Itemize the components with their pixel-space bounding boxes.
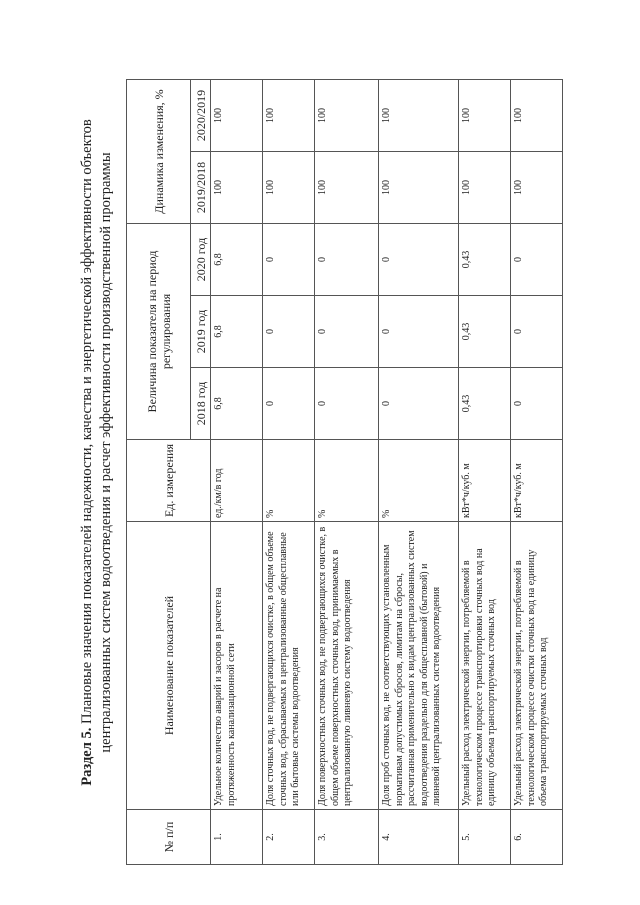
unit-cell: ед./км/в год <box>211 440 263 522</box>
header-2019-2018: 2019/2018 <box>191 152 211 224</box>
value-2018: 0 <box>379 368 459 440</box>
value-2020: 0 <box>263 224 315 296</box>
value-2019: 0 <box>263 296 315 368</box>
value-2020: 0 <box>315 224 379 296</box>
value-2019: 0 <box>511 296 563 368</box>
indicators-table <box>126 79 563 865</box>
indicator-name: Доля поверхностных сточных вод, не подвергающихся очистке, в общем объеме поверхностных сточных вод, принимаемых в централизованную ливневую систему водоотведения <box>315 522 379 810</box>
header-2020: 2020 год <box>191 224 211 296</box>
header-dynamics: Динамика изменения, % <box>127 80 191 224</box>
value-2019: 0 <box>379 296 459 368</box>
header-2020-2019: 2020/2019 <box>191 80 211 152</box>
table-row <box>511 80 563 865</box>
header-name: Наименование показателей <box>127 522 211 810</box>
value-2018: 0,43 <box>459 368 511 440</box>
dynamics-2020-2019: 100 <box>315 80 379 152</box>
section-number: Раздел 5. <box>79 727 95 786</box>
row-number: 6. <box>511 810 563 865</box>
table-row <box>459 80 511 865</box>
unit-cell: кВт*ч/куб. м <box>459 440 511 522</box>
dynamics-2019-2018: 100 <box>263 152 315 224</box>
unit-cell: кВт*ч/куб. м <box>511 440 563 522</box>
dynamics-2019-2018: 100 <box>511 152 563 224</box>
dynamics-2020-2019: 100 <box>511 80 563 152</box>
value-2020: 0,43 <box>459 224 511 296</box>
row-number: 4. <box>379 810 459 865</box>
value-2019: 0 <box>315 296 379 368</box>
unit-cell: % <box>263 440 315 522</box>
dynamics-2020-2019: 100 <box>459 80 511 152</box>
value-2018: 0 <box>511 368 563 440</box>
value-2020: 0 <box>511 224 563 296</box>
table-row <box>211 80 263 865</box>
value-2018: 0 <box>315 368 379 440</box>
indicator-name: Удельный расход электрической энергии, потребляемой в технологическом процессе транспортировки сточных вод на единицу объема транспортируемых сточных вод <box>459 522 511 810</box>
value-2020: 6,8 <box>211 224 263 296</box>
dynamics-2019-2018: 100 <box>315 152 379 224</box>
table-row <box>263 80 315 865</box>
dynamics-2019-2018: 100 <box>211 152 263 224</box>
indicator-name: Доля сточных вод, не подвергающихся очистке, в общем объеме сточных вод, сбрасываемых в централизованные общесплавные или бытовые системы водоотведения <box>263 522 315 810</box>
dynamics-2019-2018: 100 <box>459 152 511 224</box>
indicator-name: Удельное количество аварий и засоров в расчете на протяженность канализационной сети <box>211 522 263 810</box>
dynamics-2020-2019: 100 <box>211 80 263 152</box>
value-2019: 6,8 <box>211 296 263 368</box>
row-number: 2. <box>263 810 315 865</box>
unit-cell: % <box>315 440 379 522</box>
header-unit: Ед. измерения <box>127 440 211 522</box>
header-2018: 2018 год <box>191 368 211 440</box>
unit-cell: % <box>379 440 459 522</box>
indicator-name: Удельный расход электрической энергии, потребляемой в технологическом процессе очистки сточных вод на единицу объема транспортируемых сточных вод <box>511 522 563 810</box>
row-number: 3. <box>315 810 379 865</box>
row-number: 1. <box>211 810 263 865</box>
header-num: № п/п <box>127 810 211 865</box>
indicator-name: Доля проб сточных вод, не соответствующих установленным нормативам допустимых сбросов, лимитам на сбросы, рассчитанная применительно к видам централизованных систем водоотведения раздельно для общесплавной (бытовой) и ливневой централизованных систем водоотведения <box>379 522 459 810</box>
value-2018: 0 <box>263 368 315 440</box>
dynamics-2019-2018: 100 <box>379 152 459 224</box>
table-row <box>315 80 379 865</box>
header-2019: 2019 год <box>191 296 211 368</box>
section-title: Плановые значения показателей надежности, качества и энергетической эффективности объектов централизованных систем водоотведения и расчет эффективности производственной программы <box>79 119 114 753</box>
value-2018: 6,8 <box>211 368 263 440</box>
header-period: Величина показателя на период регулирования <box>127 224 191 440</box>
value-2019: 0,43 <box>459 296 511 368</box>
dynamics-2020-2019: 100 <box>263 80 315 152</box>
value-2020: 0 <box>379 224 459 296</box>
section-heading <box>78 70 116 835</box>
row-number: 5. <box>459 810 511 865</box>
dynamics-2020-2019: 100 <box>379 80 459 152</box>
table-row <box>379 80 459 865</box>
